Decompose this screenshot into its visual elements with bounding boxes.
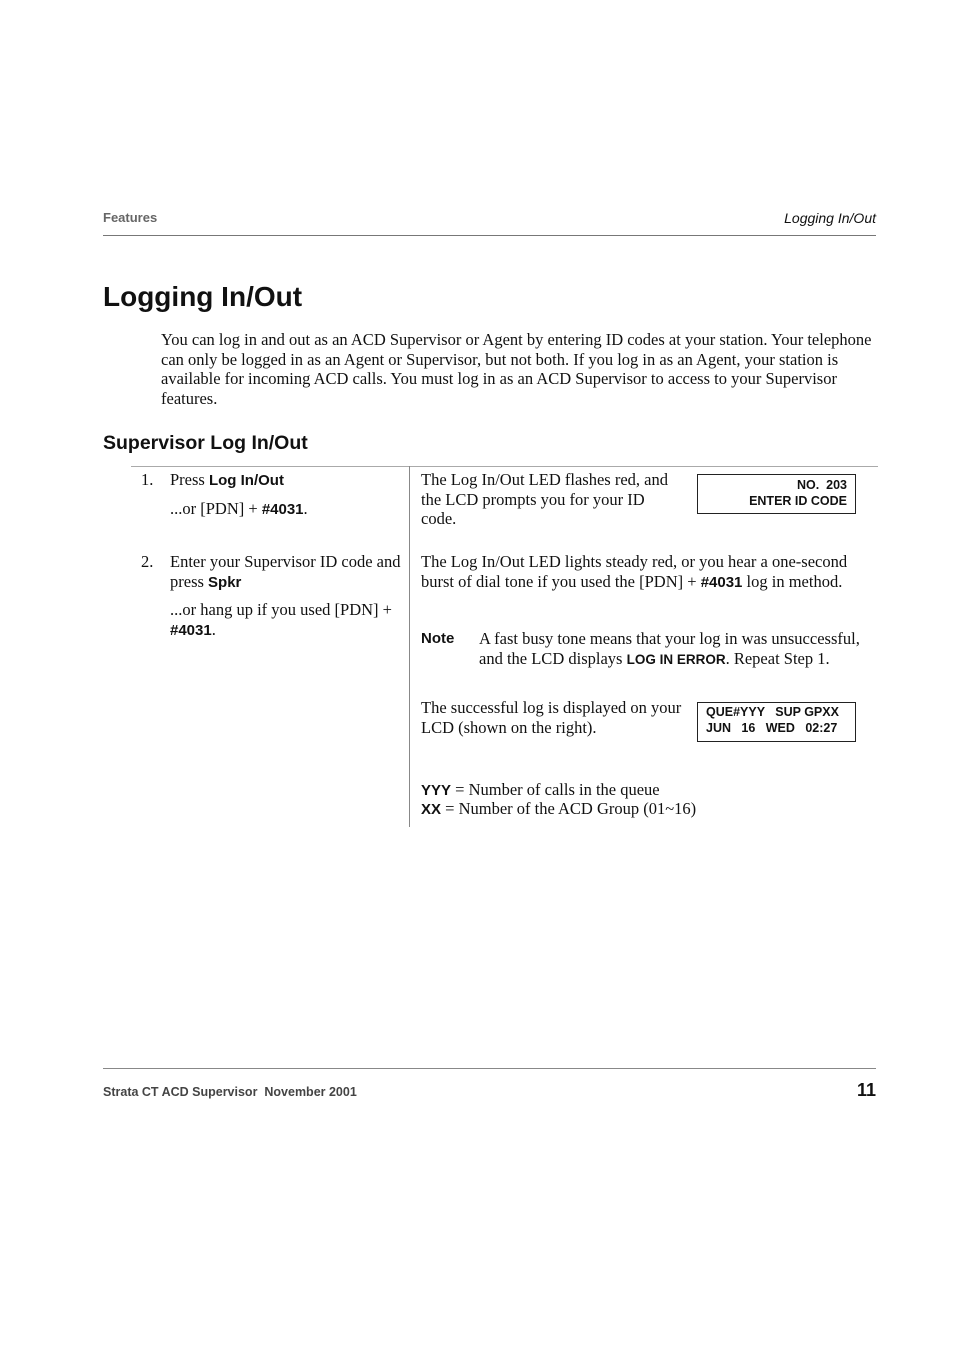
legend-yyy-code: YYY — [421, 782, 452, 799]
note-text-b: . Repeat Step 1. — [725, 648, 830, 668]
step-1-press: Press — [170, 470, 205, 489]
step-2-number: 2. — [141, 552, 154, 571]
step-1-alt-prefix: ...or [PDN] + — [170, 499, 262, 518]
running-header — [103, 209, 876, 236]
step-2-result-a: The Log In/Out LED lights steady red, or you hear a one-second burst of dial tone if you used the [PDN] + — [421, 552, 848, 591]
lcd-line-1: NO. 203 — [796, 478, 847, 492]
legend-xx-code: XX — [421, 801, 442, 818]
table-top-rule — [131, 466, 878, 467]
legend-xx-text: = Number of the ACD Group (01~16) — [441, 799, 697, 818]
spkr-key: Spkr — [208, 573, 242, 591]
step-1-instruction — [170, 470, 400, 491]
footer-rule — [103, 1068, 876, 1069]
legend-yyy — [421, 780, 877, 801]
header-section: Features — [103, 210, 158, 225]
step-1-alt-key: #4031 — [261, 501, 304, 518]
lcd-line-2: ENTER ID CODE — [749, 493, 847, 508]
step-1-result: The Log In/Out LED flashes red, and the LCD prompts you for your ID code. — [421, 470, 668, 528]
lcd-status-line-2: JUN 16 WED 02:27 — [706, 720, 838, 735]
step-2-instruction — [170, 552, 402, 592]
step-2-alt-key: #4031 — [170, 621, 212, 639]
step-2-result — [421, 552, 877, 592]
step-2-alt — [170, 600, 402, 640]
header-topic: Logging In/Out — [784, 210, 876, 226]
legend-xx — [421, 799, 877, 820]
lcd-status-line-1: QUE#YYY SUP GPXX — [706, 705, 839, 719]
step-1-alt-suffix: . — [303, 499, 308, 518]
log-in-out-key: Log In/Out — [208, 472, 284, 489]
step-2-alt-prefix: ...or hang up if you used [PDN] + — [170, 600, 392, 619]
step-2-text: Enter your Supervisor ID code and press — [170, 552, 401, 591]
legend-yyy-text: = Number of calls in the queue — [451, 780, 660, 799]
step-1-alt — [170, 499, 400, 520]
lcd-supervisor-status — [697, 702, 856, 742]
lcd-enter-id — [697, 474, 856, 514]
log-in-error-code: LOG IN ERROR — [626, 651, 726, 667]
page-title: Logging In/Out — [103, 281, 303, 312]
note-text-a: A fast busy tone means that your log in was unsuccessful, and the LCD displays — [479, 629, 860, 668]
note-label: Note — [421, 630, 455, 647]
step-2-result-key: #4031 — [700, 573, 743, 591]
step-2-result-b: log in method. — [742, 571, 843, 591]
step-2-alt-suffix: . — [211, 619, 216, 639]
intro-paragraph: You can log in and out as an ACD Supervisor or Agent by entering ID codes at your station. Your telephone can only be logged in as an Agent or Supervisor, but not both. If you log in as an Agent, your station is available for incoming ACD calls. You must log in as an ACD Supervisor to access to your Supervisor features. — [161, 330, 872, 408]
note-text — [479, 629, 877, 669]
success-text: The successful log is displayed on your LCD (shown on the right). — [421, 698, 682, 737]
page-number: 11 — [856, 1080, 876, 1100]
section-subtitle: Supervisor Log In/Out — [103, 432, 308, 454]
step-1-number: 1. — [141, 470, 154, 489]
column-divider — [409, 466, 410, 827]
footer-document-title: Strata CT ACD Supervisor November 2001 — [103, 1085, 357, 1099]
